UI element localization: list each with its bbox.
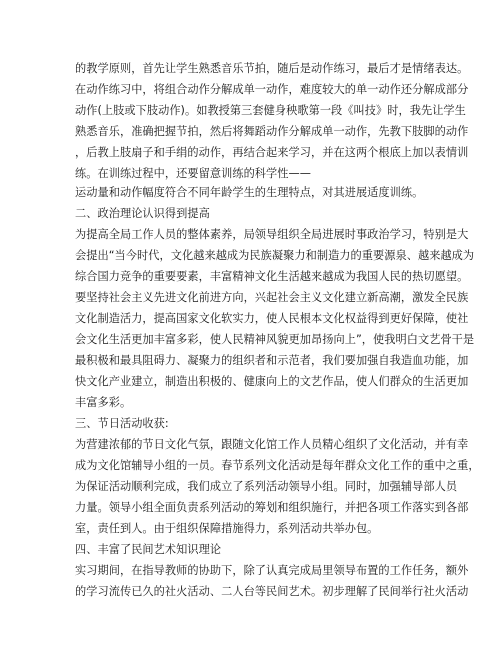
text-line: 会提出“当今时代，文化越来越成为民族凝聚力和制造力的重要源泉、越来越成为 (75, 249, 475, 262)
text-line: 室，责任到人。由于组织保障措施得力，系列活动共举办包。 (75, 522, 379, 535)
text-line: 会文化生活更加丰富多彩，使人民精神风貌更加昂扬向上”，使我明白文艺骨干是 (75, 333, 475, 346)
text-line: 运动量和动作幅度符合不同年龄学生的生理特点，对其进展适度训练。 (75, 186, 424, 199)
text-line: 的学习流传已久的社火活动、二人台等民间艺术。初步理解了民间举行社火活动 (75, 585, 469, 598)
text-line: 最积极和最具阻碍力、凝聚力的组织者和示范者，我们要加强自我造血功能，加 (75, 354, 469, 367)
text-line: 为保证活动顺利完成，我们成立了系列活动领导小组。同时，加强辅导部人员 (75, 480, 458, 493)
text-line: 在动作练习中，将组合动作分解成单一动作，难度较大的单一动作还分解成部分 (75, 83, 469, 96)
text-line: 要坚持社会主义先进文化前进方向，兴起社会主义文化建立新高潮，激发全民族 (75, 291, 469, 304)
text-line: 实习期间，在指导教师的协助下，除了认真完成局里领导布置的工作任务，额外 (75, 564, 469, 577)
text-line: 文化制造活力，提高国家文化软实力，使人民根本文化权益得到更好保障，使社 (75, 312, 469, 325)
section-heading: 二、政治理论认识得到提高 (75, 207, 210, 220)
text-line: 为营建浓郁的节日文化气氛，跟随文化馆工作人员精心组织了文化活动，并有幸 (75, 438, 469, 451)
text-line: 快文化产业建立，制造出积极的、健康向上的文艺作品，使人们群众的生活更加 (75, 375, 469, 388)
section-heading: 四、丰富了民间艺术知识理论 (75, 543, 222, 556)
text-line: 的教学原则，首先让学生熟悉音乐节拍，随后是动作练习，最后才是情绪表达。 (75, 62, 469, 75)
text-line: 练。在训练过程中，还要留意训练的科学性—— (75, 167, 311, 180)
text-line: 丰富多彩。 (75, 396, 132, 409)
text-line: 综合国力竞争的重要要素，丰富精神文化生活越来越成为我国人民的热切愿望。 (75, 270, 469, 283)
text-line: 力量。领导小组全面负责系列活动的筹划和组织施行，并把各项工作落实到各部 (75, 501, 469, 514)
text-line: ，后教上肢扇子和手绢的动作，再结合起来学习，并在这两个根底上加以表情训 (75, 146, 469, 159)
text-line: 熟悉音乐，准确把握节拍，然后将舞蹈动作分解成单一动作，先教下肢脚的动作 (75, 125, 469, 138)
text-line: 成为文化馆辅导小组的一员。春节系列文化活动是每年群众文化工作的重中之重， (75, 459, 480, 472)
text-line: 为提高全局工作人员的整体素养，局领导组织全局进展时事政治学习，特别是大 (75, 228, 469, 241)
section-heading: 三、节日活动收获: (75, 417, 169, 430)
text-line: 动作(上肢或下肢动作)。如教授第三套健身秧歌第一段《叫技》时，我先让学生 (75, 104, 466, 117)
